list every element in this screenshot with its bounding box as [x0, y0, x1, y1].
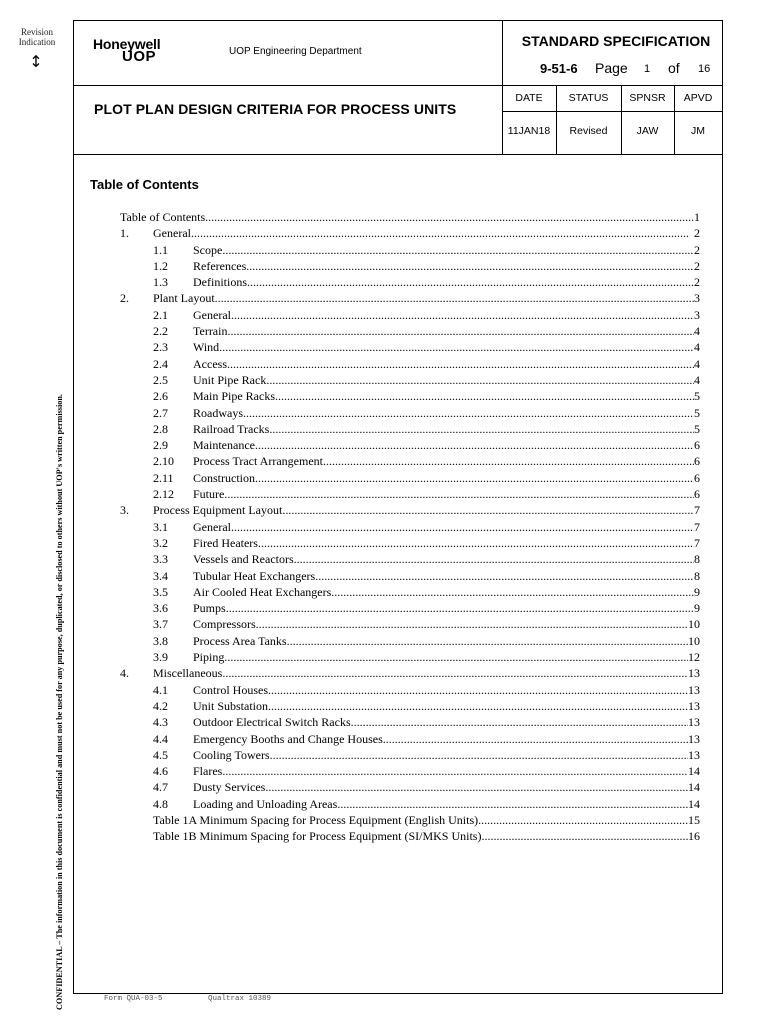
toc-entry[interactable]	[74, 812, 722, 828]
toc-entry[interactable]	[74, 747, 722, 763]
toc-entry-page: 7	[694, 503, 700, 518]
document-title: PLOT PLAN DESIGN CRITERIA FOR PROCESS UNITS	[94, 101, 457, 117]
toc-entry-number: 2.11	[153, 470, 174, 485]
toc-entry[interactable]	[74, 274, 722, 290]
toc-entry-title: Railroad Tracks . . .	[193, 421, 698, 437]
toc-entry-page: 14	[688, 780, 700, 795]
footer-qualtrax-number: Qualtrax 10389	[208, 995, 272, 1003]
toc-entry-number: 2.9	[153, 438, 168, 453]
toc-entry-number: 2.12	[153, 487, 174, 502]
toc-entry[interactable]	[74, 453, 722, 469]
toc-entry[interactable]	[74, 616, 722, 632]
toc-entry-title: Plant Layout . . .	[153, 290, 698, 306]
uop-logo: UOP	[122, 48, 157, 65]
confidential-notice: CONFIDENTIAL – The information in this document is confidential and must not be used for any purpose, duplicated, or disclosed to others without UOP's written permission.	[55, 394, 64, 1010]
toc-entry[interactable]	[74, 551, 722, 567]
toc-entry[interactable]	[74, 584, 722, 600]
toc-entry-page: 5	[694, 405, 700, 420]
toc-entry-title: Terrain . . .	[193, 323, 698, 339]
toc-entry-page: 12	[688, 650, 700, 665]
toc-entry-title: Control Houses . . .	[193, 682, 698, 698]
toc-entry[interactable]	[74, 763, 722, 779]
toc-entry[interactable]	[74, 502, 722, 518]
page-number: 1	[644, 63, 651, 75]
toc-entry-number: 2.	[120, 291, 129, 306]
toc-entry[interactable]	[74, 828, 722, 844]
toc-entry-page: 16	[688, 829, 700, 844]
toc-entry-number: 4.	[120, 666, 129, 681]
toc-entry-page: 3	[694, 307, 700, 322]
spec-number: 9-51-6	[540, 61, 578, 76]
toc-entry-title: Compressors . . .	[193, 616, 698, 632]
toc-entry-title: Unit Pipe Rack . . .	[193, 372, 698, 388]
toc-entry-title: Table 1A Minimum Spacing for Process Equipment (English Units) . . .	[153, 812, 698, 828]
toc-entry-title: General . . .	[193, 307, 698, 323]
toc-entry[interactable]	[74, 437, 722, 453]
toc-entry[interactable]	[74, 731, 722, 747]
toc-entry-title: Piping . . .	[193, 649, 698, 665]
toc-entry-page: 13	[688, 666, 700, 681]
toc-entry[interactable]	[74, 714, 722, 730]
toc-entry[interactable]	[74, 323, 722, 339]
toc-entry-number: 4.3	[153, 715, 168, 730]
toc-entry-page: 6	[694, 438, 700, 453]
toc-entry-page: 8	[694, 568, 700, 583]
toc-entry[interactable]	[74, 242, 722, 258]
toc-entry[interactable]	[74, 519, 722, 535]
toc-entry-number: 3.2	[153, 535, 168, 550]
toc-entry[interactable]	[74, 796, 722, 812]
toc-entry-page: 4	[694, 356, 700, 371]
toc-entry-page: 14	[688, 796, 700, 811]
toc-entry-number: 1.	[120, 226, 129, 241]
toc-entry-number: 4.4	[153, 731, 168, 746]
toc-entry[interactable]	[74, 372, 722, 388]
toc-entry-number: 2.4	[153, 356, 168, 371]
toc-entry-page: 4	[694, 324, 700, 339]
toc-entry-page: 13	[688, 747, 700, 762]
toc-entry-page: 8	[694, 552, 700, 567]
toc-entry-page: 1	[694, 210, 700, 224]
toc-entry-page: 5	[694, 421, 700, 436]
toc-entry-number: 2.5	[153, 372, 168, 387]
toc-entry-page: 4	[694, 340, 700, 355]
toc-entry-title: References . . .	[193, 258, 698, 274]
toc-entry-title: Tubular Heat Exchangers . . .	[193, 568, 698, 584]
toc-entry-title: Main Pipe Racks . . .	[193, 388, 698, 404]
toc-entry-title: Process Equipment Layout . . .	[153, 502, 698, 518]
toc-entry-title: Unit Substation . . .	[193, 698, 698, 714]
toc-entry-page: 6	[694, 470, 700, 485]
toc-entry[interactable]	[74, 339, 722, 355]
toc-entry-number: 4.2	[153, 698, 168, 713]
meta-value-sponsor: JAW	[636, 125, 659, 137]
toc-entry-title: Miscellaneous . . .	[153, 665, 698, 681]
toc-entry-number: 2.6	[153, 389, 168, 404]
meta-value-approved: JM	[691, 125, 705, 137]
toc-entry[interactable]	[74, 535, 722, 551]
toc-entry[interactable]	[74, 600, 722, 616]
toc-entry[interactable]	[74, 225, 722, 241]
toc-entry[interactable]	[74, 698, 722, 714]
toc-entry-title: Process Tract Arrangement . . .	[193, 453, 698, 469]
toc-entry-number: 3.5	[153, 584, 168, 599]
toc-entry-number: 2.2	[153, 324, 168, 339]
revision-label-line2: Indication	[18, 37, 56, 47]
toc-entry-page: 6	[694, 454, 700, 469]
toc-entry[interactable]	[74, 258, 722, 274]
table-of-contents	[74, 209, 722, 845]
toc-entry[interactable]	[74, 682, 722, 698]
toc-entry-number: 2.3	[153, 340, 168, 355]
toc-heading: Table of Contents	[90, 177, 199, 192]
document-type: STANDARD SPECIFICATION	[521, 33, 711, 49]
toc-entry-number: 3.	[120, 503, 129, 518]
honeywell-logo: Honeywell	[93, 36, 161, 52]
toc-entry-title: Fired Heaters . . .	[193, 535, 698, 551]
toc-entry[interactable]	[74, 209, 722, 225]
toc-entry[interactable]	[74, 388, 722, 404]
page-label: Page	[595, 60, 628, 76]
toc-entry-number: 2.8	[153, 421, 168, 436]
toc-entry[interactable]	[74, 290, 722, 306]
toc-entry[interactable]	[74, 405, 722, 421]
toc-entry-page: 14	[688, 764, 700, 779]
toc-entry[interactable]	[74, 779, 722, 795]
toc-entry-title: General . . .	[153, 225, 698, 241]
toc-entry-page: 10	[688, 617, 700, 632]
toc-entry-title: Dusty Services . . .	[193, 779, 698, 795]
toc-entry-number: 3.6	[153, 601, 168, 616]
toc-entry[interactable]	[74, 356, 722, 372]
toc-entry-number: 3.3	[153, 552, 168, 567]
toc-entry-page: 9	[694, 584, 700, 599]
toc-entry-title: Cooling Towers . . .	[193, 747, 698, 763]
toc-entry-number: 2.7	[153, 405, 168, 420]
toc-entry-title: Outdoor Electrical Switch Racks . . .	[193, 714, 698, 730]
page-of-label: of	[668, 60, 680, 76]
meta-label-approved: APVD	[683, 92, 713, 104]
department-name: UOP Engineering Department	[229, 46, 362, 57]
toc-entry[interactable]	[74, 568, 722, 584]
toc-entry[interactable]	[74, 633, 722, 649]
toc-entry-number: 3.9	[153, 650, 168, 665]
toc-entry-page: 2	[694, 242, 700, 257]
toc-entry[interactable]	[74, 665, 722, 681]
toc-entry-number: 4.1	[153, 682, 168, 697]
toc-entry-title: Wind . . .	[193, 339, 698, 355]
toc-entry-number: 4.5	[153, 747, 168, 762]
toc-entry-page: 13	[688, 731, 700, 746]
toc-entry-title: Vessels and Reactors . . .	[193, 551, 698, 567]
toc-entry-title: Table 1B Minimum Spacing for Process Equipment (SI/MKS Units) . . .	[153, 828, 698, 844]
toc-entry-page: 13	[688, 698, 700, 713]
toc-entry-page: 2	[694, 258, 700, 273]
toc-entry-title: Loading and Unloading Areas . . .	[193, 796, 698, 812]
toc-entry-number: 3.1	[153, 519, 168, 534]
toc-entry-title: Construction . . .	[193, 470, 698, 486]
header-bottom-border	[74, 154, 722, 155]
toc-entry-title: Pumps . . .	[193, 600, 698, 616]
toc-entry-title: Air Cooled Heat Exchangers . . .	[193, 584, 698, 600]
toc-entry-title: Emergency Booths and Change Houses . . .	[193, 731, 698, 747]
revision-arrow-icon: ↕	[29, 52, 43, 71]
toc-entry-title: Process Area Tanks . . .	[193, 633, 698, 649]
toc-entry-title: Roadways . . .	[193, 405, 698, 421]
toc-entry-page: 7	[694, 535, 700, 550]
toc-entry-number: 4.7	[153, 780, 168, 795]
footer-form-number: Form QUA-03-5	[104, 995, 163, 1003]
toc-entry-title: General . . .	[193, 519, 698, 535]
revision-indication-label	[14, 27, 60, 47]
toc-entry-number: 4.8	[153, 796, 168, 811]
toc-entry-title: Scope . . .	[193, 242, 698, 258]
meta-row-divider	[502, 111, 722, 112]
toc-entry-page: 9	[694, 601, 700, 616]
toc-entry-page: 4	[694, 372, 700, 387]
toc-entry-title: Access . . .	[193, 356, 698, 372]
page-total: 16	[698, 63, 711, 75]
toc-entry-title: Maintenance . . .	[193, 437, 698, 453]
toc-entry-number: 3.8	[153, 633, 168, 648]
toc-entry-page: 10	[688, 633, 700, 648]
toc-entry-title: Future . . .	[193, 486, 698, 502]
toc-entry-title: Table of Contents . . .	[120, 209, 698, 225]
toc-entry-number: 1.1	[153, 242, 168, 257]
toc-entry-page: 13	[688, 682, 700, 697]
toc-entry-page: 5	[694, 389, 700, 404]
toc-entry[interactable]	[74, 649, 722, 665]
toc-entry[interactable]	[74, 486, 722, 502]
toc-entry-page: 7	[694, 519, 700, 534]
toc-entry[interactable]	[74, 307, 722, 323]
toc-entry-page: 2	[694, 275, 700, 290]
toc-entry-number: 4.6	[153, 764, 168, 779]
revision-label-line1: Revision	[20, 27, 53, 37]
toc-entry-page: 15	[688, 812, 700, 827]
toc-entry-page: 13	[688, 715, 700, 730]
toc-entry-number: 2.10	[153, 454, 174, 469]
meta-label-status: STATUS	[568, 92, 609, 104]
meta-label-date: DATE	[515, 92, 543, 104]
toc-entry-page: 2	[694, 226, 700, 241]
toc-entry-number: 3.4	[153, 568, 168, 583]
toc-entry-number: 2.1	[153, 307, 168, 322]
toc-entry-number: 3.7	[153, 617, 168, 632]
toc-entry[interactable]	[74, 421, 722, 437]
toc-entry-title: Flares . . .	[193, 763, 698, 779]
toc-entry-page: 6	[694, 487, 700, 502]
header-divider	[74, 85, 722, 86]
document-frame	[73, 20, 723, 994]
toc-entry-page: 3	[694, 291, 700, 306]
toc-entry-number: 1.2	[153, 258, 168, 273]
meta-value-status: Revised	[569, 125, 608, 137]
meta-label-sponsor: SPNSR	[629, 92, 666, 104]
toc-entry[interactable]	[74, 470, 722, 486]
toc-entry-number: 1.3	[153, 275, 168, 290]
toc-entry-title: Definitions . . .	[193, 274, 698, 290]
meta-value-date: 11JAN18	[507, 125, 551, 137]
